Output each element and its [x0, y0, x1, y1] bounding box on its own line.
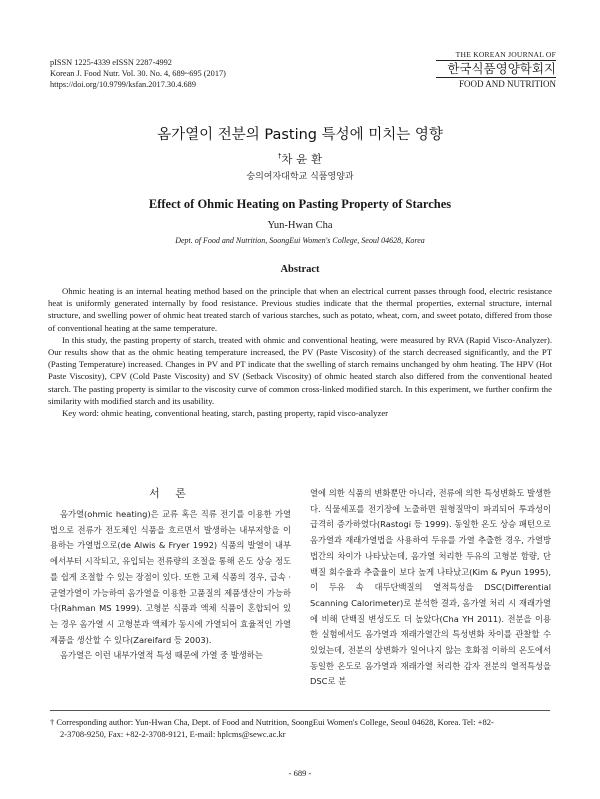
abstract-paragraph-2: In this study, the pasting property of starch, treated with ohmic and conventional heating, were measured by RVA (Rapid Visco-Analyzer). Our results show that as the ohmic heating temperature increased, the PV (Paste Viscosity) of the starch decreased significantly, and the PT (Pasting Temperature) increased. Changes in PV and PT indicate that the swelling of starch remains unchanged by ohm heating. The HPV (Hot Paste Viscosity), CPV (Cold Paste Viscosity) and SV (Setback Viscosity) of ohmic heated starch also differed from the conventional heated starch. The pasting property is similar to the viscosity curve of common cross-linked modified starch. In this experiment, we further confirm the similarity with modified starch and its usability. [48, 334, 552, 406]
doi-link[interactable]: https://doi.org/10.9799/ksfan.2017.30.4.689 [50, 80, 196, 90]
author-korean [0, 151, 600, 167]
title-korean: 옴가열이 전분의 Pasting 특성에 미치는 영향 [157, 127, 443, 143]
body-column-right [310, 486, 551, 690]
keywords: Key word: ohmic heating, conventional heating, starch, pasting property, rapid visco-analyzer [62, 408, 389, 419]
footnote-line-2: 2-3708-9250, Fax: +82-2-3708-9121, E-mail: hplcms@sewc.ac.kr [60, 729, 286, 739]
footnote [50, 716, 550, 740]
issn-line: pISSN 1225-4339 eISSN 2287-4992 [50, 58, 172, 67]
body-column-left [50, 486, 291, 664]
author-korean-name: 차 윤 환 [281, 152, 323, 166]
corresponding-mark: † [277, 152, 282, 160]
affiliation-korean: 숭의여자대학교 식품영양과 [246, 172, 354, 182]
body-paragraph: 옴가열은 이런 내부가열적 특성 때문에 가열 중 발생하는 [60, 650, 263, 661]
citation-line: Korean J. Food Nutr. Vol. 30. No. 4, 689~695 (2017) [50, 69, 226, 79]
abstract-paragraph-1: Ohmic heating is an internal heating method based on the principle that when an electrical current passes through food, electric resistance heat is uniformly generated internally by food resistance. Previous studies indicate that the thermal properties, external structure, internal structure, and swelling power of ohmic heat treated starch of various starches, such as potato, wheat, corn, and sweet potato, differed from those of conventional heating at the same temperature. [48, 286, 552, 333]
author-english: Yun-Hwan Cha [267, 220, 333, 231]
journal-name-bottom: FOOD AND NUTRITION [436, 77, 556, 89]
journal-name-top: THE KOREAN JOURNAL OF [436, 50, 556, 61]
abstract-body [48, 285, 552, 419]
title-english: Effect of Ohmic Heating on Pasting Property of Starches [148, 197, 452, 211]
footnote-divider [50, 710, 550, 711]
affiliation-english: Dept. of Food and Nutrition, SoongEui Women's College, Seoul 04628, Korea [175, 236, 425, 245]
footnote-line-1: † Corresponding author: Yun-Hwan Cha, Dept. of Food and Nutrition, SoongEui Women's College, Seoul 04628, Korea. Tel: +82- [50, 717, 494, 727]
journal-citation-block [50, 57, 226, 91]
body-paragraph: 옴가열(ohmic heating)은 교류 혹은 직류 전기를 이용한 가열법으로 전류가 전도체인 식품을 흐르면서 발생하는 내부저항을 이용하는 가열법으로(de Alwis & Fryer 1992) 식품의 발열이 내부에서부터 시작되고, 유입되는 전류량의 조절을 통해 온도 상승 정도를 쉽게 조절할 수 있는 장점이 있다. 또한 고체 식품의 경우, 급속 · 균열가열이 가능하여 옴가열을 이용한 고품질의 제품생산이 가능하다(Rahman MS 1999). 고형분 식품과 액체 식품이 혼합되어 있는 경우 옴가열 시 고형분과 액체가 동시에 가열되어 효율적인 가열 제품을 생산할 수 있다(Zareifard 등 2003). [50, 509, 291, 645]
section-heading-introduction: 서 론 [149, 487, 192, 500]
body-paragraph: 열에 의한 식품의 변화뿐만 아니라, 전류에 의한 특성변화도 발생한다. 식물세포를 전기장에 노출하면 원형질막이 파괴되어 투과성이 급격히 증가하였다(Rastogi 등 1999). 동일한 온도 상승 패턴으로 옴가열과 재래가열법을 사용하여 두유를 가열 추출한 경우, 가열방법간의 차이가 나타났는데, 옴가열 처리한 두유의 고형분 함량, 단백질 회수율과 추출율이 보다 높게 나타났고(Kim & Pyun 1995), 이 두유 속 대두단백질의 열적특성을 DSC(Differential Scanning Calorimeter)로 분석한 결과, 옴가열 처리 시 재래가열에 비해 단백질 변성도도 더 높았다(Cha YH 2011). 전분을 이용한 실험에서도 옴가열과 재래가열간의 특성변화 차이를 관찰할 수 있었는데, 전분의 상변화가 일어나지 않는 호화점 이하의 온도에서 동일한 온도로 옴가열과 재래가열 처리한 감자 전분의 열적특성을 DSC로 분 [310, 488, 551, 687]
journal-logo [436, 50, 556, 89]
abstract-heading: Abstract [280, 264, 320, 275]
journal-name-korean: 한국식품영양학회지 [447, 61, 556, 76]
page-number: - 689 - [288, 768, 312, 778]
